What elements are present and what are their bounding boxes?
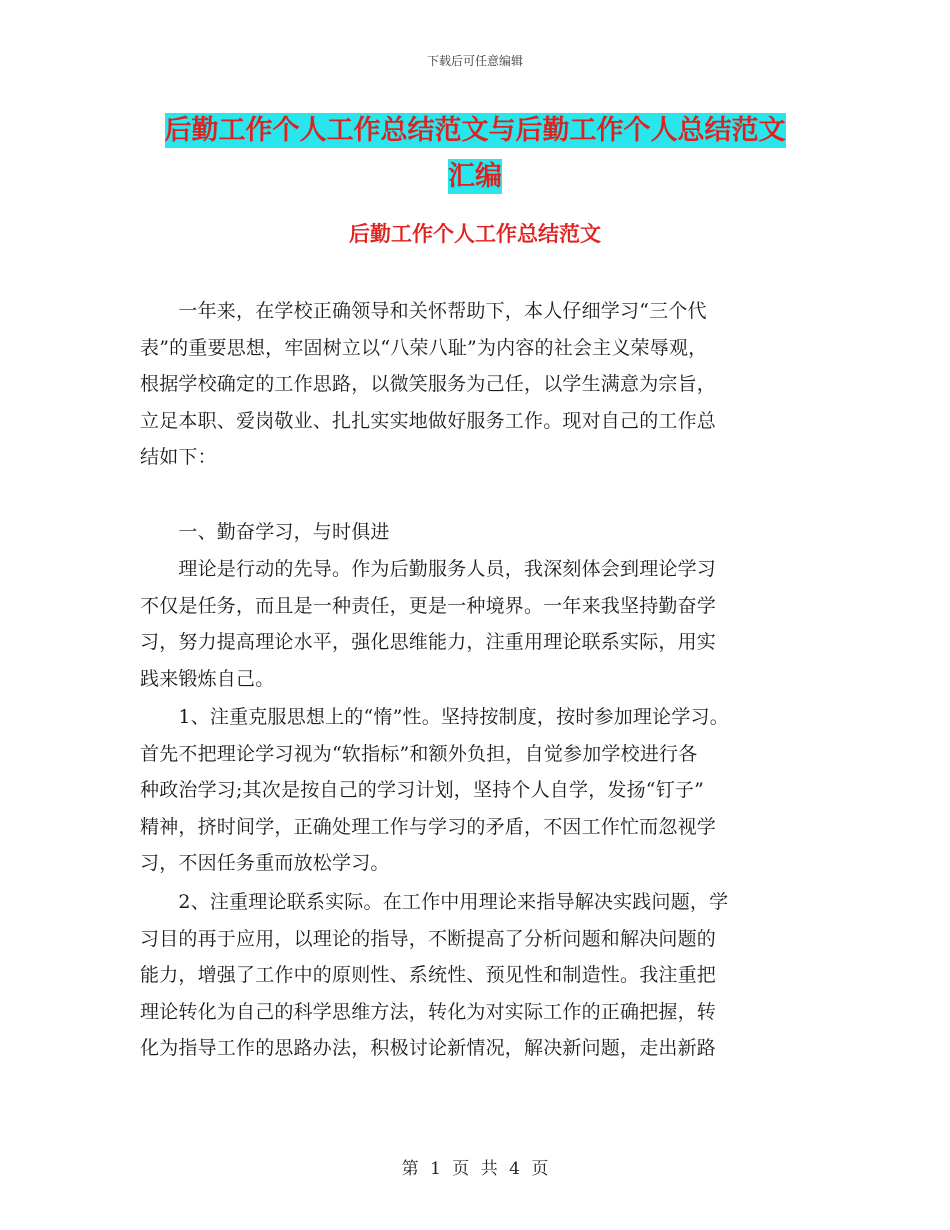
text-line: 结如下： [140,446,217,468]
header-note: 下载后可任意编辑 [426,54,523,68]
text-line: 能力，增强了工作中的原则性、系统性、预见性和制造性。我注重把 [140,964,717,986]
title-line-1: 后勤工作个人工作总结范文与后勤工作个人总结范文 [164,115,786,146]
section1-paragraph [140,551,716,697]
title-line-2: 汇编 [448,161,502,192]
text-line: 理论是行动的先导。作为后勤服务人员，我深刻体会到理论学习 [140,558,717,580]
document-title [140,108,810,200]
section-title: 后勤工作个人工作总结范文 [349,222,601,246]
text-line: 1、注重克服思想上的“惰”性。坚持按制度，按时参加理论学习。 [140,706,729,728]
intro-paragraph [140,293,716,476]
text-line: 根据学校确定的工作思路，以微笑服务为己任，以学生满意为宗旨， [140,373,717,395]
text-line: 表”的重要思想，牢固树立以“八荣八耻”为内容的社会主义荣辱观， [140,336,708,359]
text-line: 种政治学习;其次是按自己的学习计划，坚持个人自学，发扬“钉子” [140,779,705,801]
page-number: 第 1 页 共 4 页 [401,1159,549,1179]
text-line: 践来锻炼自己。 [140,667,275,690]
text-line: 习目的再于应用，以理论的指导，不断提高了分析问题和解决问题的 [140,927,717,950]
text-line: 2、注重理论联系实际。在工作中用理论来指导解决实践问题，学 [140,891,729,913]
text-line: 习，不因任务重而放松学习。 [140,852,390,874]
section1-heading: 一、勤奋学习，与时俱进 [140,521,390,543]
text-line: 立足本职、爱岗敬业、扎扎实实地做好服务工作。现对自己的工作总 [140,409,717,432]
point2-paragraph [140,884,728,1067]
text-line: 习，努力提高理论水平，强化思维能力，注重用理论联系实际，用实 [140,631,717,653]
text-line: 化为指导工作的思路办法，积极讨论新情况，解决新问题，走出新路 [140,1037,717,1059]
text-line: 首先不把理论学习视为“软指标”和额外负担，自觉参加学校进行各 [140,742,698,765]
text-line: 一年来，在学校正确领导和关怀帮助下，本人仔细学习“三个代 [140,300,707,322]
text-line: 不仅是任务，而且是一种责任，更是一种境界。一年来我坚持勤奋学 [140,594,717,617]
text-line: 理论转化为自己的科学思维方法，转化为对实际工作的正确把握，转 [140,1000,717,1023]
point1-paragraph [140,699,729,882]
text-line: 精神，挤时间学，正确处理工作与学习的矛盾，不因工作忙而忽视学 [140,815,717,838]
